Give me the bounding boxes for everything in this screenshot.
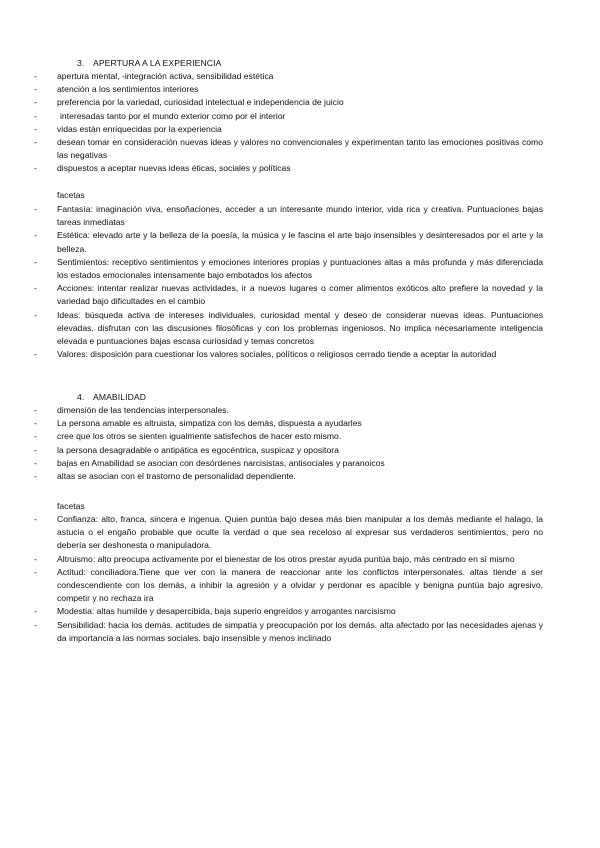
list-item-text: bajas en Amabilidad se asocian con desórdenes narcisistas, antisociales y paranoicos	[57, 457, 385, 468]
list-item-text: altas se asocian con el trastorno de personalidad dependiente.	[57, 471, 296, 482]
list-item	[0, 123, 600, 136]
dash-bullet: -	[34, 444, 37, 455]
list-item-text: La persona amable es altruista, simpatiza con los demás, dispuesta a ayudarles	[57, 418, 362, 429]
facet-text: Altruismo: alto preocupa activamente por el bienestar de los otros prestar ayuda puntúa bajo, más centrado en sí mismo	[57, 553, 515, 564]
dash-bullet: -	[34, 418, 37, 429]
section-3-list	[0, 70, 600, 176]
facet-text: Fantasía: imaginación viva, ensoñaciones, acceder a un interesante mundo interior, vida rica y creativa. Puntuaciones bajas tareas inmediatas	[57, 204, 543, 228]
facet-item	[0, 256, 600, 282]
list-item	[0, 96, 600, 109]
dash-bullet: -	[34, 204, 37, 214]
facet-item	[0, 619, 600, 645]
facet-text: Sensibilidad: hacia los demás. actitudes de simpatía y preocupación por los demás. alta afectado por las necesidades ajenas y da importancia a las normas sociales. bajo insensible y menos inclinado	[57, 619, 543, 643]
facet-item	[0, 553, 600, 566]
dash-bullet: -	[34, 110, 37, 121]
list-item-text: vidas están enriquecidas por la experiencia	[57, 123, 222, 134]
facet-item	[0, 566, 600, 606]
section-3-facets-label: facetas	[57, 190, 85, 200]
facet-text: Estética: elevado arte y la belleza de la poesía, la música y le fascina el arte bajo insensibles y desinteresados por el arte y la belleza.	[57, 230, 543, 254]
facet-text: Ideas: búsqueda activa de intereses individuales, curiosidad mental y deseo de considerar nuevas ideas. Puntuaciones elevadas, disfrutan con las discusiones filosóficas y con los problemas ingeniosos. No implica necesariamente inteligencia elevada e puntuaciones bajas escasa curiosidad y temas concretos	[57, 309, 543, 347]
dash-bullet: -	[34, 309, 37, 320]
facet-text: Sentimientos: receptivo sentimientos y emociones interiores propias y puntuaciones altas a más profunda y más diferenciada los estados emocionales intensamente bajo embotados los afectos	[57, 256, 543, 281]
dash-bullet: -	[34, 84, 37, 95]
facet-item	[0, 605, 600, 618]
facet-item	[0, 282, 600, 308]
section-3-facets-list	[0, 203, 600, 361]
section-3-title: APERTURA A LA EXPERIENCIA	[93, 58, 222, 68]
dash-bullet: -	[34, 471, 37, 482]
dash-bullet: -	[34, 566, 37, 577]
dash-bullet: -	[34, 256, 37, 267]
section-3-heading	[77, 57, 221, 70]
dash-bullet: -	[34, 123, 37, 134]
list-item-text: apertura mental, -integración activa, sensibilidad estética	[57, 71, 274, 81]
dash-bullet: -	[34, 405, 37, 415]
list-item-text: atención a los sentimientos interiores	[57, 84, 199, 95]
facet-item	[0, 229, 600, 255]
dash-bullet: -	[34, 606, 37, 617]
facet-item	[0, 309, 600, 349]
list-item	[0, 70, 600, 83]
list-item	[0, 444, 600, 457]
list-item	[0, 470, 600, 483]
section-4-heading	[77, 391, 146, 404]
facet-text: Actitud: conciliadora.Tiene que ver con la manera de reaccionar ante los conflictos interpersonales. altas tiende a ser condescendiente con los demás, a inhibir la agresión y a olvidar y perdonar es apacible y benigna puntúa bajo agresivo, competir y no rechaza ira	[57, 566, 543, 604]
list-item-text: la persona desagradable o antipática es egocéntrica, suspicaz y opositora	[57, 444, 339, 455]
dash-bullet: -	[34, 230, 37, 241]
dash-bullet: -	[34, 283, 37, 294]
facet-text: Modestia: altas humilde y desapercibida, baja superio engreídos y arrogantes narcisismo	[57, 606, 396, 617]
facet-item	[0, 513, 600, 553]
section-4-facets-label: facetas	[57, 501, 85, 511]
facet-text: Confianza: alto, franca, sincera e ingenua. Quien puntúa bajo desea más bien manipular a los demás mediante el halago, la astucia o el engaño probable que oculte la verdad o que sea receloso al expresar sus verdaderos sentimientos, pero no debería ser deshonesta o manipuladora.	[57, 514, 543, 551]
dash-bullet: -	[34, 349, 37, 360]
list-item-text: dispuestos a aceptar nuevas ideas éticas, sociales y políticas	[57, 163, 291, 174]
section-4-list	[0, 404, 600, 483]
list-item	[0, 83, 600, 96]
list-item-text: cree que los otros se sienten igualmente satisfechos de hacer esto mismo.	[57, 431, 342, 442]
dash-bullet: -	[34, 457, 37, 468]
list-item	[0, 457, 600, 470]
list-item	[0, 430, 600, 443]
facet-item	[0, 348, 600, 361]
facet-item	[0, 203, 600, 229]
list-item-text: dimensión de las tendencias interpersonales.	[57, 405, 229, 415]
list-item	[0, 417, 600, 430]
dash-bullet: -	[34, 97, 37, 108]
section-3-number: 3.	[77, 58, 85, 68]
dash-bullet: -	[34, 514, 37, 524]
list-item-text: interesadas tanto por el mundo exterior como por el interior	[60, 110, 286, 121]
list-item-text: desean tomar en consideración nuevas ideas y valores no convencionales y experimentan tanto las emociones positivas como las negativas	[57, 137, 543, 161]
list-item	[0, 136, 600, 162]
facet-text: Acciones: intentar realizar nuevas actividades, ir a nuevos lugares o comer alimentos exóticos alto prefiere la novedad y la variedad bajo dificultades en el cambio	[57, 283, 543, 307]
list-item-text: preferencia por la variedad, curiosidad intelectual e independencia de juicio	[57, 97, 344, 108]
list-item	[0, 404, 600, 417]
dash-bullet: -	[34, 431, 37, 442]
facet-text: Valores: disposición para cuestionar los valores sociales, políticos o religiosos cerrado tiende a aceptar la autoridad	[57, 349, 497, 360]
section-4-number: 4.	[77, 392, 85, 402]
dash-bullet: -	[34, 553, 37, 564]
dash-bullet: -	[34, 71, 37, 81]
section-4-facets-list	[0, 513, 600, 645]
dash-bullet: -	[34, 619, 37, 630]
section-4-title: AMABILIDAD	[93, 392, 147, 402]
dash-bullet: -	[34, 163, 37, 174]
dash-bullet: -	[34, 137, 37, 148]
list-item	[0, 162, 600, 175]
list-item	[0, 110, 600, 123]
